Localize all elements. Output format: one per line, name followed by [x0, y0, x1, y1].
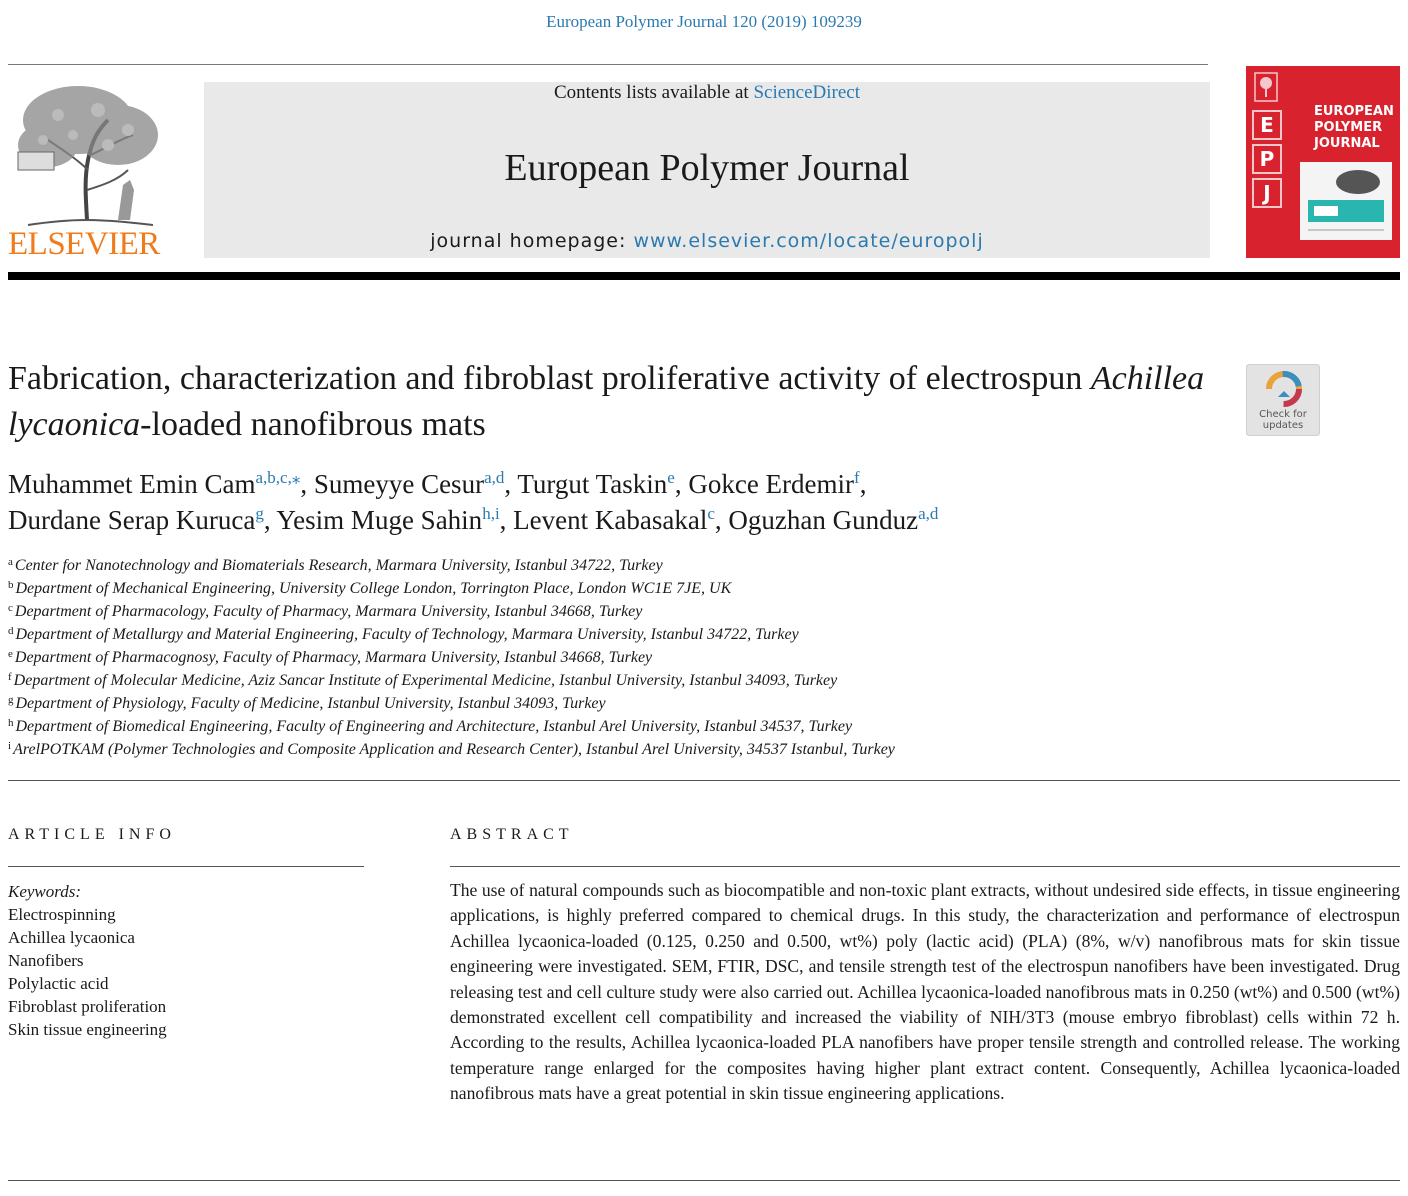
- keyword-item: Electrospinning: [8, 905, 116, 924]
- cover-title-line: POLYMER: [1314, 120, 1383, 135]
- author-separator: ,: [263, 505, 277, 535]
- author-name[interactable]: Muhammet Emin Cam: [8, 469, 256, 499]
- author-name[interactable]: Durdane Serap Kuruca: [8, 505, 256, 535]
- author-affil-marks[interactable]: g: [255, 504, 264, 523]
- affiliation-text: Department of Mechanical Engineering, University College London, Torrington Place, London WC1E 7JE, UK: [15, 580, 732, 597]
- homepage-line: [204, 230, 1210, 252]
- author-affil-marks[interactable]: f: [854, 468, 860, 487]
- affiliation-item: [8, 738, 1208, 761]
- author-affil-marks[interactable]: a,d: [484, 468, 505, 487]
- affiliation-text: Department of Metallurgy and Material Engineering, Faculty of Technology, Marmara University, Istanbul 34722, Turkey: [15, 626, 799, 643]
- affiliation-key: b: [8, 579, 14, 591]
- author-separator: ,: [674, 469, 689, 499]
- check-for-updates-button[interactable]: [1246, 364, 1320, 436]
- keyword-item: Achillea lycaonica: [8, 928, 135, 947]
- affiliation-item: [8, 623, 1208, 646]
- affiliation-text: Department of Pharmacognosy, Faculty of Pharmacy, Marmara University, Istanbul 34668, Turkey: [14, 649, 653, 666]
- author-name[interactable]: Oguzhan Gunduz: [728, 505, 919, 535]
- abstract-text: The use of natural compounds such as biocompatible and non-toxic plant extracts, without undesired side effects, in tissue engineering applications, is highly preferred compared to chemical drugs. In this study, the characterization and performance of electrospun Achillea lycaonica-loaded (0.125, 0.250 and 0.500, wt%) poly (lactic acid) (PLA) (8%, w/v) nanofibrous mats for skin tissue engineering were investigated. SEM, FTIR, DSC, and tensile strength test of the electrospun nanofibers have been investigated. Drug releasing test and cell culture study were also carried out. Achillea lycaonica-loaded nanofibrous mats in 0.250 (wt%) and 0.500 (wt%) demonstrated excellent cell compatibility and increased the viability of NIH/3T3 (mouse embryo fibroblast) cells within 72 h. According to the results, Achillea lycaonica-loaded PLA nanofibers have proper tensile strength and controlled release. The working temperature range enlarged for the composites having higher plant extract content. Consequently, Achillea lycaonica-loaded nanofibrous mats have a great potential in skin tissue engineering applications.: [450, 880, 1400, 1104]
- author-affil-marks[interactable]: h,i: [482, 504, 500, 523]
- affiliation-key: e: [8, 648, 13, 660]
- check-updates-line: Check for: [1259, 409, 1307, 420]
- elsevier-wordmark: ELSEVIER: [8, 226, 160, 262]
- header-thick-rule: [8, 272, 1400, 280]
- cover-figure: [1300, 162, 1392, 240]
- cover-title-line: EUROPEAN: [1314, 104, 1394, 119]
- cover-letter-p: P: [1252, 144, 1282, 174]
- check-updates-label: [1247, 409, 1319, 431]
- article-info-divider: [8, 866, 364, 867]
- article-title: [8, 356, 1208, 448]
- check-updates-icon: [1266, 371, 1302, 407]
- author-name[interactable]: Yesim Muge Sahin: [276, 505, 483, 535]
- cover-letter-e: E: [1252, 110, 1282, 140]
- affiliation-item: [8, 554, 1208, 577]
- author-separator: ,: [714, 505, 729, 535]
- author-affil-marks[interactable]: a,d: [918, 504, 939, 523]
- cover-title: [1314, 104, 1398, 152]
- keyword-item: Nanofibers: [8, 951, 84, 970]
- title-species: Achillea lycaonica: [8, 360, 1205, 443]
- abstract-heading: ABSTRACT: [450, 826, 574, 843]
- affiliation-key: i: [8, 740, 12, 752]
- keywords-block: [8, 880, 364, 1041]
- title-part: Fabrication, characterization and fibroblast proliferative activity of electrospun: [8, 360, 1091, 397]
- author-name[interactable]: Turgut Taskin: [517, 469, 668, 499]
- header-divider: [8, 64, 1208, 65]
- homepage-prefix: journal homepage:: [430, 230, 634, 252]
- title-part: -loaded nanofibrous mats: [140, 406, 486, 443]
- keyword-item: Polylactic acid: [8, 974, 109, 993]
- sciencedirect-link[interactable]: ScienceDirect: [753, 82, 861, 103]
- author-affil-marks[interactable]: e: [667, 468, 675, 487]
- homepage-link[interactable]: www.elsevier.com/locate/europolj: [633, 230, 984, 252]
- affiliation-key: g: [8, 694, 14, 706]
- cover-letter-j: J: [1252, 178, 1282, 208]
- journal-name: European Polymer Journal: [504, 147, 910, 189]
- abstract-divider: [450, 866, 1400, 867]
- author-name[interactable]: Sumeyye Cesur: [313, 469, 485, 499]
- check-updates-line: updates: [1262, 420, 1304, 431]
- footer-divider: [8, 1180, 1400, 1181]
- affiliation-key: d: [8, 625, 14, 637]
- author-separator: ,: [499, 505, 514, 535]
- affiliation-item: [8, 577, 1208, 600]
- cover-elsevier-icon: [1254, 72, 1278, 102]
- affiliation-text: Center for Nanotechnology and Biomaterials Research, Marmara University, Istanbul 34722, Turkey: [14, 557, 663, 574]
- author-name[interactable]: Levent Kabasakal: [513, 505, 708, 535]
- author-separator: ,: [504, 469, 518, 499]
- contents-line: [204, 82, 1210, 104]
- affiliation-text: Department of Pharmacology, Faculty of Pharmacy, Marmara University, Istanbul 34668, Turkey: [14, 603, 643, 620]
- keyword-item: Skin tissue engineering: [8, 1020, 167, 1039]
- affiliation-item: [8, 715, 1208, 738]
- article-info-heading: ARTICLE INFO: [8, 826, 176, 843]
- affiliation-text: ArelPOTKAM (Polymer Technologies and Composite Application and Research Center), Istanbul Arel University, 34537 Istanbul, Turkey: [13, 741, 895, 758]
- affiliation-key: c: [8, 602, 13, 614]
- affiliation-item: [8, 692, 1208, 715]
- cover-title-line: JOURNAL: [1314, 136, 1380, 151]
- affiliation-key: h: [8, 717, 14, 729]
- affiliation-text: Department of Molecular Medicine, Aziz Sancar Institute of Experimental Medicine, Istanbul University, Istanbul 34093, Turkey: [13, 672, 838, 689]
- journal-citation[interactable]: European Polymer Journal 120 (2019) 109239: [546, 12, 862, 31]
- keyword-item: Fibroblast proliferation: [8, 997, 167, 1016]
- affiliation-text: Department of Physiology, Faculty of Medicine, Istanbul University, Istanbul 34093, Turkey: [15, 695, 606, 712]
- author-affil-marks[interactable]: a,b,c,⁎: [255, 468, 301, 487]
- author-name[interactable]: Gokce Erdemir: [688, 469, 855, 499]
- affiliation-text: Department of Biomedical Engineering, Faculty of Engineering and Architecture, Istanbul Arel University, Istanbul 34537, Turkey: [15, 718, 853, 735]
- keywords-label: Keywords:: [8, 882, 82, 901]
- affiliation-item: [8, 669, 1208, 692]
- affiliations-divider: [8, 780, 1400, 781]
- affiliation-key: f: [8, 671, 12, 683]
- affiliation-item: [8, 600, 1208, 623]
- affiliation-item: [8, 646, 1208, 669]
- author-list: [8, 466, 1208, 538]
- author-separator: ,: [859, 469, 867, 499]
- author-separator: ,: [300, 469, 314, 499]
- contents-prefix: Contents lists available at: [553, 82, 754, 103]
- affiliation-key: a: [8, 556, 13, 568]
- affiliation-list: [8, 554, 1208, 761]
- author-affil-marks[interactable]: c: [707, 504, 715, 523]
